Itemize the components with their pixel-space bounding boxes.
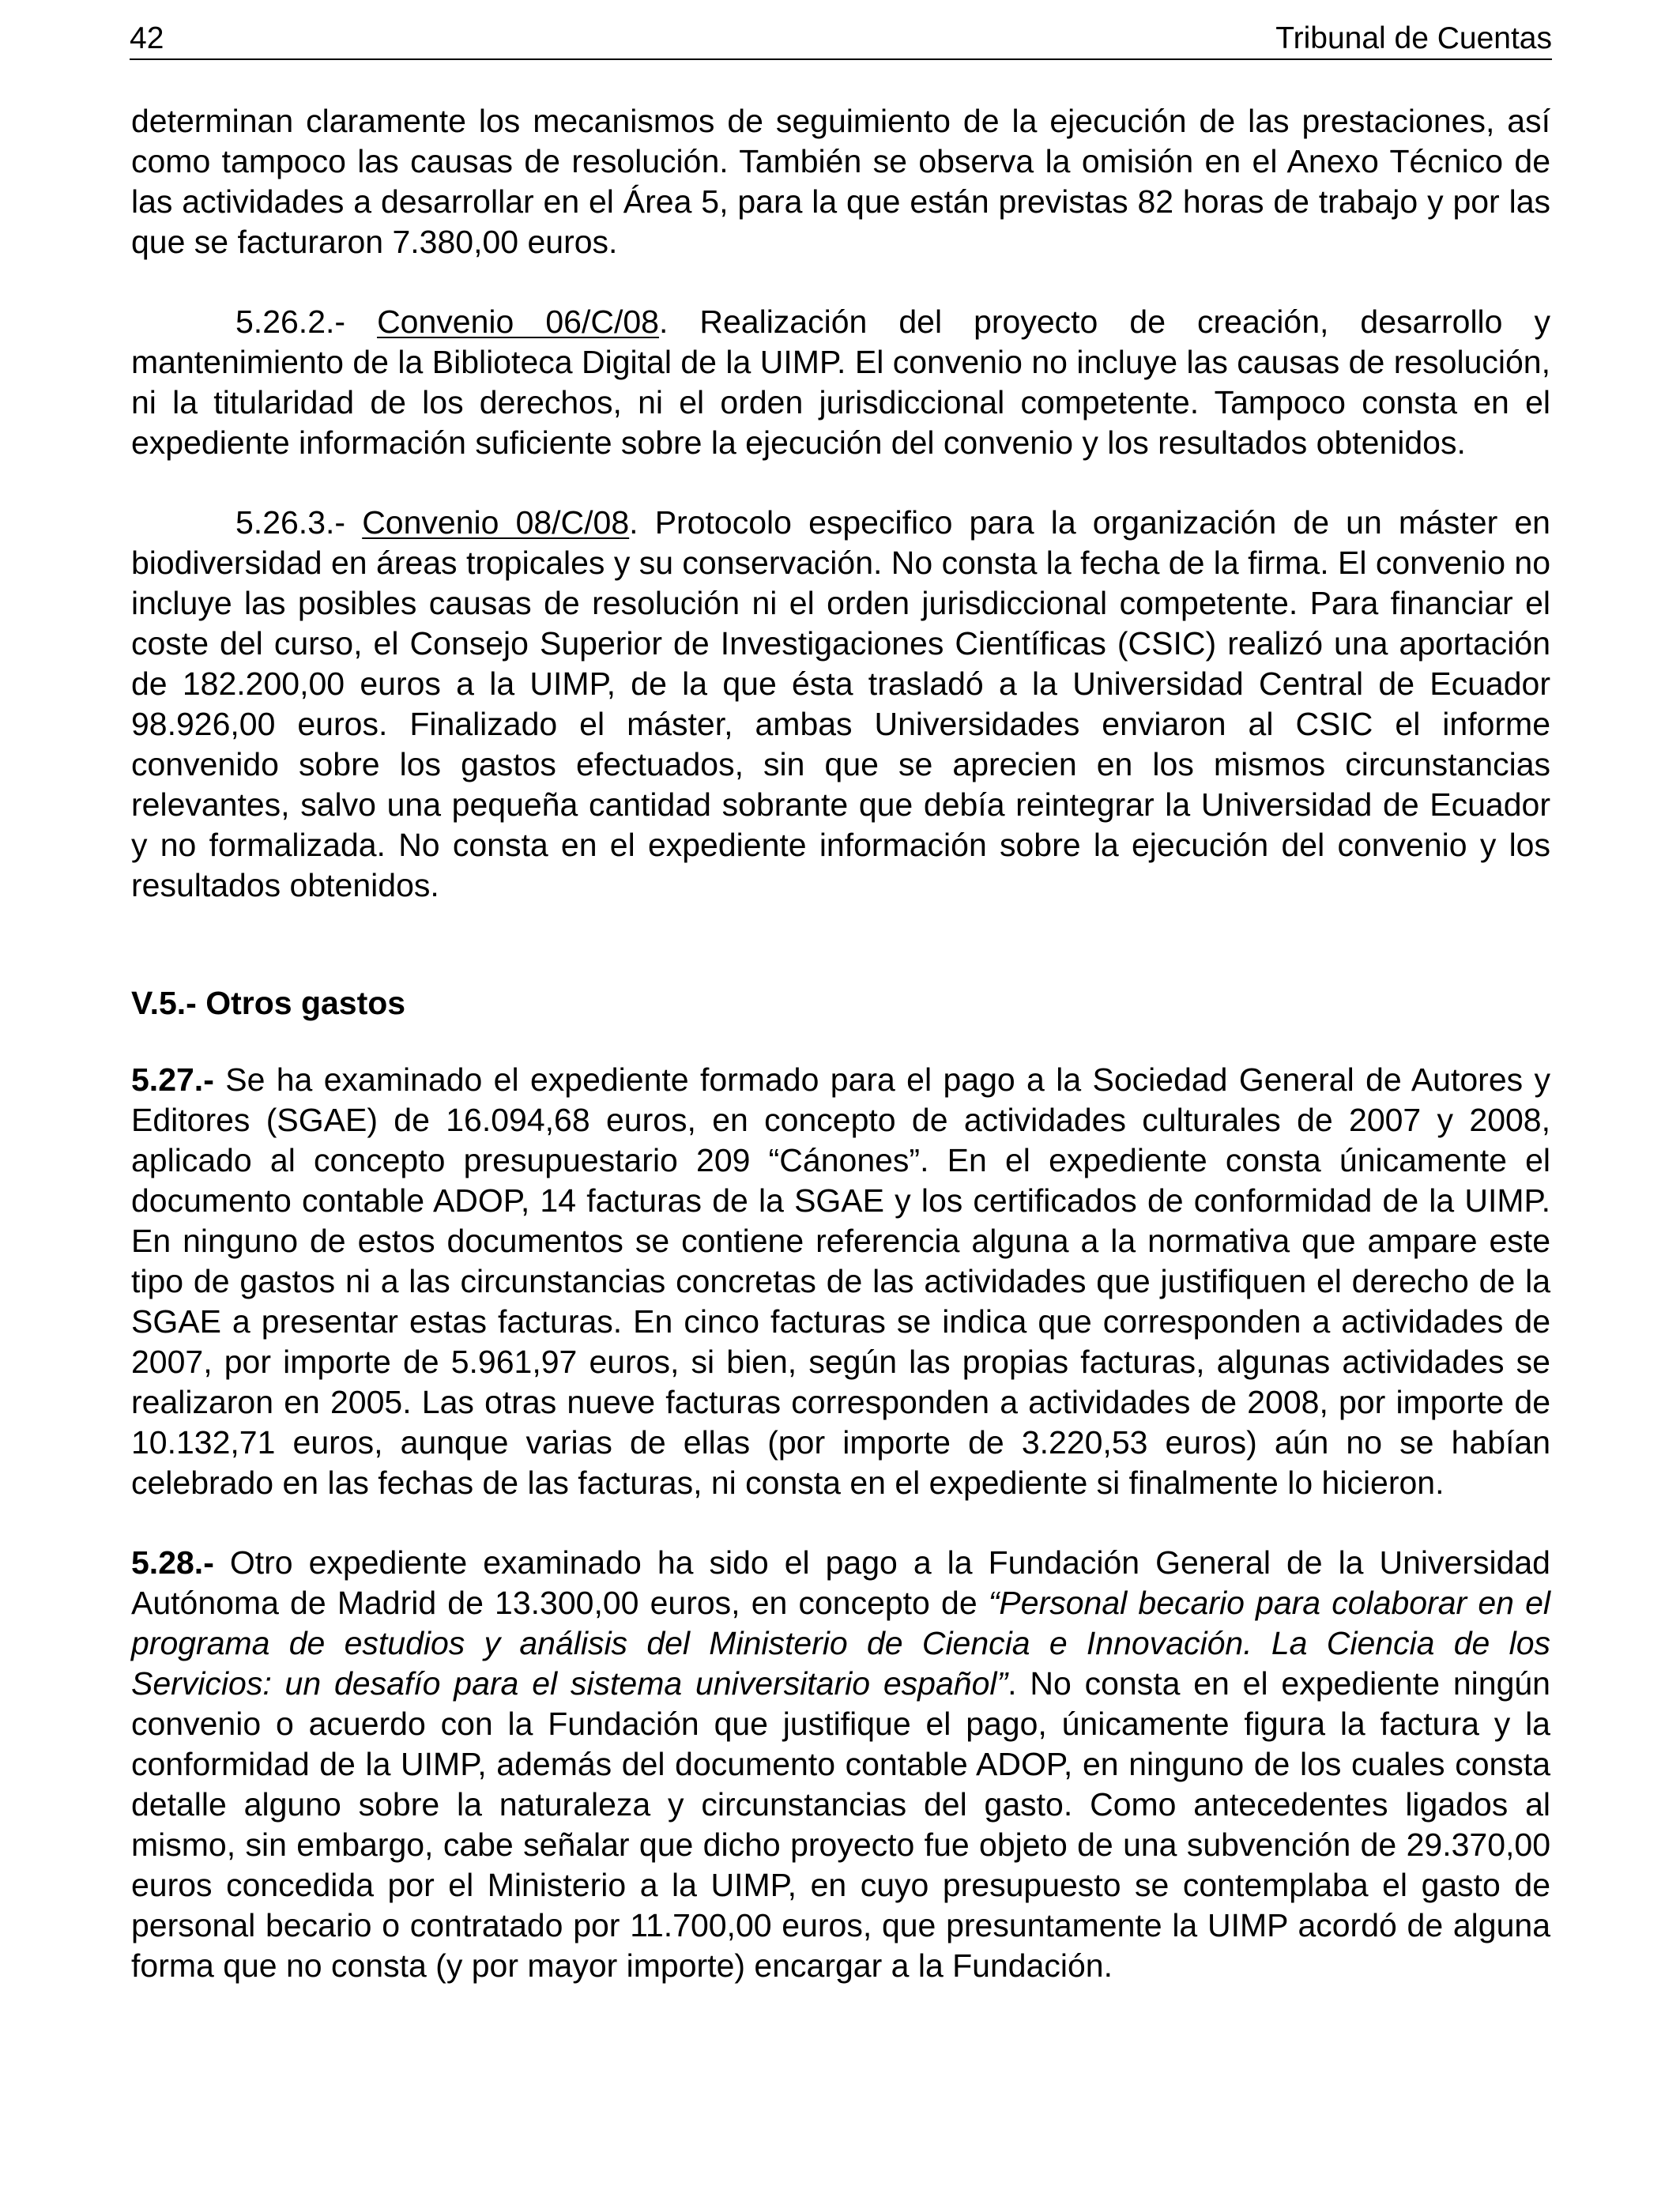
paragraph-number: 5.28.- [131, 1544, 214, 1581]
page-number: 42 [130, 21, 164, 55]
document-body [131, 101, 1550, 1986]
page-header [130, 19, 1552, 60]
paragraph-text: . No consta en el expediente ningún convenio o acuerdo con la Fundación que justifique el pago, únicamente figura la factura y la conformidad de la UIMP, además del documento contable ADOP, en ninguno de los cuales consta detalle alguno sobre la naturaleza y circunstancias del gasto. Como antecedentes ligados al mismo, sin embargo, cabe señalar que dicho proyecto fue objeto de una subvención de 29.370,00 euros concedida por el Ministerio a la UIMP, en cuyo presupuesto se contemplaba el gasto de personal becario o contratado por 11.700,00 euros, que presuntamente la UIMP acordó de alguna forma que no consta (y por mayor importe) encargar a la Fundación. [131, 1665, 1550, 1984]
convenio-reference: Convenio 08/C/08 [362, 504, 630, 541]
convenio-reference: Convenio 06/C/08 [377, 303, 659, 340]
paragraph-text: Otro expediente examinado ha sido el pago a la Fundación General de la Universidad Autónoma de Madrid de 13.300,00 euros, en concepto de [131, 1544, 1550, 1621]
paragraph-5-28 [131, 1543, 1550, 1986]
paragraph-text: Se ha examinado el expediente formado para el pago a la Sociedad General de Autores y Editores (SGAE) de 16.094,68 euros, en concepto de actividades culturales de 2007 y 2008, aplicado al concepto presupuestario 209 “Cánones”. En el expediente consta únicamente el documento contable ADOP, 14 facturas de la SGAE y los certificados de conformidad de la UIMP. En ninguno de estos documentos se contiene referencia alguna a la normativa que ampare este tipo de gastos ni a las circunstancias concretas de las actividades que justifiquen el derecho de la SGAE a presentar estas facturas. En cinco facturas se indica que corresponden a actividades de 2007, por importe de 5.961,97 euros, si bien, según las propias facturas, algunas actividades se realizaron en 2005. Las otras nueve facturas corresponden a actividades de 2008, por importe de 10.132,71 euros, aunque varias de ellas (por importe de 3.220,53 euros) aún no se habían celebrado en las fechas de las facturas, ni consta en el expediente si finalmente lo hicieron. [131, 1061, 1550, 1501]
running-title: Tribunal de Cuentas [1275, 21, 1552, 55]
paragraph-number: 5.26.3.- [235, 504, 363, 541]
paragraph-number: 5.26.2.- [235, 303, 378, 340]
paragraph-5-26-2 [131, 302, 1550, 463]
paragraph-text: . Protocolo especifico para la organización de un máster en biodiversidad en áreas tropicales y su conservación. No consta la fecha de la firma. El convenio no incluye las posibles causas de resolución ni el orden jurisdiccional competente. Para financiar el coste del curso, el Consejo Superior de Investigaciones Científicas (CSIC) realizó una aportación de 182.200,00 euros a la UIMP, de la que ésta trasladó a la Universidad Central de Ecuador 98.926,00 euros. Finalizado el máster, ambas Universidades enviaron al CSIC el informe convenido sobre los gastos efectuados, sin que se aprecien en los mismos circunstancias relevantes, salvo una pequeña cantidad sobrante que debía reintegrar la Universidad de Ecuador y no formalizada. No consta en el expediente información sobre la ejecución del convenio y los resultados obtenidos. [131, 504, 1550, 903]
paragraph-number: 5.27.- [131, 1061, 214, 1098]
quoted-concept: “Personal becario para colaborar en el programa de estudios y análisis del Ministerio de Ciencia e Innovación. La Ciencia de los Servicios: un desafío para el sistema universitario español” [131, 1585, 1550, 1702]
paragraph-continuation: determinan claramente los mecanismos de seguimiento de la ejecución de las prestaciones, así como tampoco las causas de resolución. También se observa la omisión en el Anexo Técnico de las actividades a desarrollar en el Área 5, para la que están previstas 82 horas de trabajo y por las que se facturaron 7.380,00 euros. [131, 103, 1550, 260]
section-heading: V.5.- Otros gastos [131, 985, 406, 1021]
paragraph-text: . Realización del proyecto de creación, desarrollo y mantenimiento de la Biblioteca Digital de la UIMP. El convenio no incluye las causas de resolución, ni la titularidad de los derechos, ni el orden jurisdiccional competente. Tampoco consta en el expediente información suficiente sobre la ejecución del convenio y los resultados obtenidos. [131, 303, 1550, 461]
paragraph-5-26-3 [131, 503, 1550, 906]
paragraph-5-27 [131, 1060, 1550, 1503]
